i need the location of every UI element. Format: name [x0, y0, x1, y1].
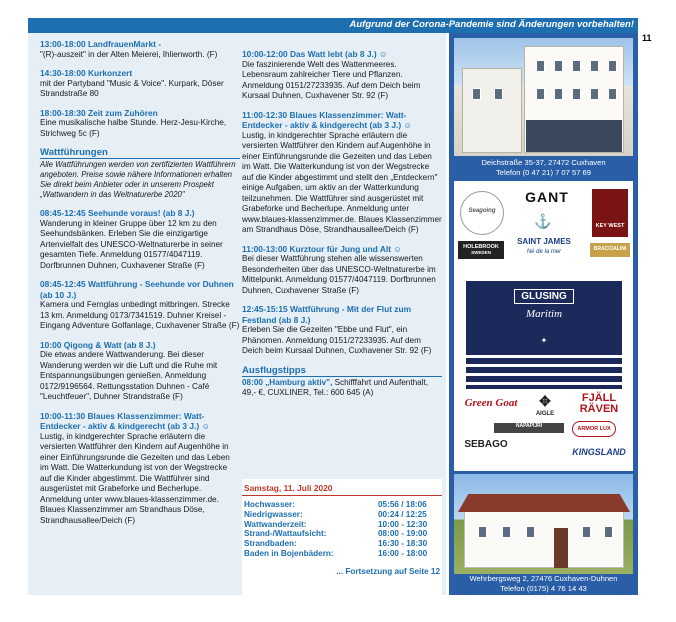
event-item [242, 110, 442, 236]
window [536, 60, 545, 72]
seagoing-logo: Seagoing [460, 191, 504, 235]
event-item [40, 39, 240, 60]
cottage [464, 510, 624, 568]
tide-date: Samstag, 11. Juli 2020 [242, 479, 442, 496]
cottage-roof [458, 494, 630, 512]
window [590, 88, 599, 100]
window [572, 88, 581, 100]
window [590, 60, 599, 72]
glusing-name: GLUSING [514, 289, 574, 304]
window [554, 88, 563, 100]
event-title: 11:00-12:30 Blaues Klassenzimmer: Watt-Entdecker - aktiv & kindgerecht (ab 3 J.) ☺ [242, 109, 413, 130]
fjall-raven-logo [566, 393, 632, 415]
event-item [40, 208, 240, 271]
window [554, 60, 563, 72]
event-item [40, 279, 240, 332]
gant-logo: GANT [525, 189, 569, 205]
saint-james-logo: SAINT JAMES [517, 237, 571, 246]
section-title: Wattführungen [40, 147, 240, 159]
section-note: Alle Wattführungen werden von zertifizierten Wattführern angeboten. Preise sowie nähere Informationen erhalten Sie direkt beim Anbieter oder in unserem Prospekt „Wattwandern in das Weltnaturerbe 2020" [40, 160, 236, 199]
notice-banner [28, 18, 638, 33]
event-listing [28, 33, 446, 595]
event-title: 10:00-11:30 Blaues Klassenzimmer: Watt-Entdecker - aktiv & kindgerecht (ab 3 J.) ☺ [40, 410, 211, 431]
event-title: 10:00 Qigong & Watt (ab 8 J.) [40, 339, 156, 350]
holebrook-sub: SWEDEN [471, 250, 491, 255]
event-item [242, 244, 442, 297]
tide-table [242, 479, 442, 595]
event-item [242, 49, 442, 102]
event-item [40, 68, 240, 100]
event-body: Erleben Sie die Gezeiten "Ebbe und Flut", ein Phänomen. Anmeldung 0151/27233935. Auf dem Deich beim Kursaal Duhnen, Cuxhavener Str. 92 (F) [242, 325, 432, 355]
window [526, 526, 535, 538]
event-title: 11:00-13:00 Kurztour für Jung und Alt ☺ [242, 243, 402, 254]
event-body: Lustig, in kindgerechter Sprache erläutern die versierten Wattführer den Kindern auf Augenhöhe in einer Einführungsrunde die Gezeiten und das Leben im Watt. Die Watterkundung ist von der Wegstrecke auf die Kinder abgestimmt und stellt den „Entdeckern" einige Aufgaben, um aktiv an der Watterkundung teilzunehmen. Die Wattführer sind ausgerüstet mit Grabeforke und Becherlupe. Anmeldung unter www.blaues-klassenzimmer.de. Blaues Klassenzimmer am Strandhaus Döse, Strandhausallee/Deich (F) [242, 130, 442, 234]
continued-link: ... Fortsetzung auf Seite 12 [336, 566, 440, 576]
address-line: Deichstraße 35-37, 27472 Cuxhaven [481, 158, 606, 167]
tide-label: Hochwasser: [244, 500, 295, 509]
aigle-logo: AIGLE [535, 411, 555, 417]
key-west-logo: KEY WEST [592, 189, 628, 237]
address-line: Wehrbergsweg 2, 27476 Cuxhaven-Duhnen [469, 574, 618, 583]
tips-text: Schifffahrt und Aufenthalt, 49,- €, CUXLINER, Tel.: 600 645 (A) [242, 377, 429, 397]
window [582, 526, 591, 538]
tips-title: Ausflugstipps [242, 365, 442, 377]
tips-time: 08:00 „Hamburg aktiv", [242, 377, 333, 387]
window [608, 88, 617, 100]
tide-value: 16:30 - 18:30 [378, 539, 428, 549]
tide-label: Baden in Bojenbädern: [244, 548, 334, 558]
tide-label: Strand-/Wattaufsicht: [244, 529, 327, 539]
store-address-1 [454, 158, 633, 178]
event-item [242, 304, 442, 357]
store-address-2 [454, 574, 633, 593]
tide-row [242, 539, 442, 549]
page-number: 11 [642, 33, 652, 43]
tide-label: Strandbaden: [244, 539, 297, 549]
event-body: Kamera und Fernglas unbedingt mitbringen. Strecke 13 km. Anmeldung 0173/7341519. Duhner Kreisel - Eingang Adventure Golfanlage, Cuxhavener Straße (F) [40, 300, 240, 330]
tide-value: 05:56 / 18:06 [378, 500, 427, 509]
armor-lux-logo: ARMOR LUX [572, 421, 616, 437]
tide-value: 00:24 / 12:25 [378, 509, 427, 519]
event-title: 10:00-12:00 Das Watt lebt (ab 8 J.) ☺ [242, 49, 388, 59]
window [572, 60, 581, 72]
phone-line: Telefon (0 47 21) 7 07 57 69 [496, 168, 591, 177]
tide-row [242, 500, 442, 510]
ad-inner [454, 38, 633, 593]
kingsland-logo: KINGSLAND [572, 447, 626, 457]
tide-row [242, 549, 442, 559]
event-title: 18:00-18:30 Zeit zum Zuhören [40, 107, 158, 118]
event-body: Die faszinierende Welt des Wattenmeeres. Lebensraum zahlreicher Tiere und Pflanzen. Anmeldung 0151/27233935. Auf dem Deich beim Kursaal Duhnen, Cuxhavener Str. 92 (F) [242, 59, 421, 100]
holebrook-logo [458, 241, 504, 259]
shop-front [526, 120, 622, 152]
anchor-icon: ⚓ [534, 213, 552, 229]
fjall-text: FJÄLL [581, 392, 617, 404]
event-item [40, 411, 240, 527]
tide-row [242, 520, 442, 530]
brand-logos [454, 181, 633, 471]
green-goat-logo: Green Goat [464, 397, 518, 409]
store-photo-wehrbergsweg [454, 474, 633, 574]
building-left [462, 68, 522, 153]
column-right [242, 49, 442, 399]
event-title: 12:45-15:15 Wattführung - Mit der Flut zum Festland (ab 8 J.) [242, 304, 412, 325]
maritim-name: Maritim [525, 308, 563, 320]
raven-text: RÄVEN [579, 403, 619, 415]
event-title: 08:45-12:45 Wattführung - Seehunde vor Duhnen (ab 10 J.) [40, 279, 234, 300]
event-item [40, 340, 240, 403]
event-body: mit der Partyband "Music & Voice". Kurpark, Döser Strandstraße 80 [40, 78, 224, 98]
tips-body [242, 378, 442, 399]
store-photo-deichstrasse [454, 38, 633, 156]
event-body: Bei dieser Wattführung stehen alle wissenswerten Besonderheiten über das UNESCO-Weltnaturerbe im Mittelpunkt. Anmeldung 01577/4047119. Dorfbrunnen Duhnen, Cuxhavener Straße (F) [242, 254, 436, 295]
window [536, 88, 545, 100]
braccialini-logo: BRACCIALINI [590, 243, 630, 257]
event-body: Lustig, in kindgerechter Sprache erläutern die versierten Wattführer den Kindern auf Augenhöhe in einer Einführungsrunde die Gezeiten und das Leben im Watt. Die Watterkundung ist von der Wegstrecke auf die Kinder abgestimmt. Die Wattführer sind ausgerüstet mit Grabeforke und Becherlupe. Anmeldung unter www.blaues-klassenzimmer.de. Blaues Klassenzimmer am Strandhaus Döse, Strandhausallee/Deich (F) [40, 431, 230, 525]
tide-label: Niedrigwasser: [244, 509, 303, 519]
column-left [40, 39, 240, 534]
window [472, 88, 481, 100]
tide-label: Wattwanderzeit: [244, 519, 307, 529]
window [478, 526, 487, 538]
sebago-logo: SEBAGO [464, 439, 508, 450]
window [608, 60, 617, 72]
tide-value: 10:00 - 12:30 [378, 519, 428, 529]
star-icon: ✦ [540, 336, 548, 345]
tide-value: 16:00 - 18:00 [378, 548, 428, 558]
window [502, 526, 511, 538]
tide-row [242, 510, 442, 520]
event-title: 08:45-12:45 Seehunde voraus! (ab 8 J.) [40, 208, 195, 218]
event-body: Wanderung in kleiner Gruppe über 12 km zu den Seehundsbänken. Erleben Sie die einzigartige Artenvielfalt des UNESCO-Weltnaturerbe in seiner gesamten Tiefe. Anmeldung 01577/4047119. Dorfbrunnen Duhnen, Cuxhavener Straße (F) [40, 218, 223, 270]
event-title: 13:00-18:00 LandfrauenMarkt - [40, 39, 162, 49]
holebrook-name: HOLEBROOK [463, 244, 499, 250]
saint-james-tagline: Né de la mer [526, 249, 562, 255]
event-title: 14:30-18:00 Kurkonzert [40, 68, 133, 78]
tide-row [242, 529, 442, 539]
phone-line: Telefon (0175) 4 76 14 43 [500, 583, 587, 593]
stripes-decoration [466, 349, 622, 389]
window [604, 526, 613, 538]
store-advertisement [449, 33, 638, 595]
tide-value: 08:00 - 19:00 [378, 529, 428, 539]
event-item [40, 108, 240, 140]
notice-text: Aufgrund der Corona-Pandemie sind Änderungen vorbehalten! [349, 19, 634, 30]
window [494, 88, 503, 100]
event-body: "(R)-auszeit" in der Alten Meierei, Ihlienworth. (F) [40, 49, 218, 59]
event-body: Eine musikalische halbe Stunde. Herz-Jesu-Kirche, Strichweg 5c (F) [40, 118, 227, 138]
door [554, 528, 568, 568]
aigle-bird-icon: ✥ [539, 393, 551, 409]
event-body: Die etwas andere Wattwanderung. Bei dieser Wanderung werden wir die Luft und die Ruhe mit Entspannungsübungen genießen. Anmeldung 0172/9196564. Rettungsstation Duhnen - Café "Leuchtfeuer", Duhner Strandstraße (F) [40, 350, 218, 401]
napapijri-logo: NAPAPIJRI [494, 423, 564, 433]
tide-rows [242, 496, 442, 559]
